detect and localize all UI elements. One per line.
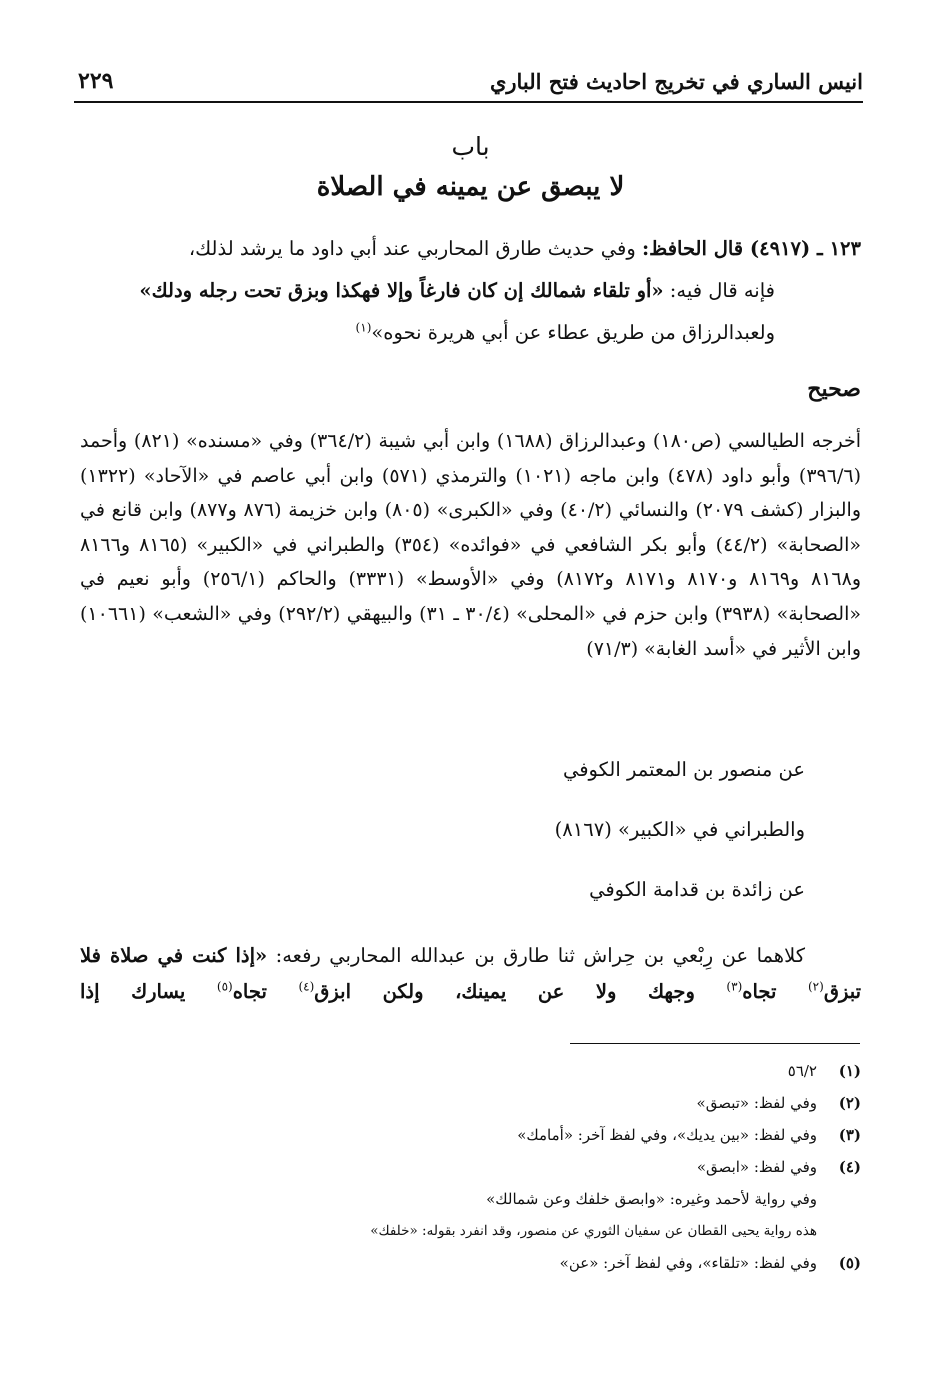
footnote <box>80 1055 861 1087</box>
footnote-ref-4[interactable]: (٤) <box>298 979 315 994</box>
chain-line: والطبراني في «الكبير» (٨١٦٧) <box>554 818 805 841</box>
chain-line: عن منصور بن المعتمر الكوفي <box>562 758 805 781</box>
footnote-continuation: هذه رواية يحيى القطان عن سفيان الثوري عن منصور، وقد انفرد بقوله: «خلفك» <box>370 1223 817 1239</box>
footnote-text: وفي لفظ: «تبصق» <box>696 1094 817 1112</box>
chapter-label: باب <box>451 132 490 161</box>
footnote-text: ٥٦/٢ <box>787 1062 817 1080</box>
footnote-number: (٤) <box>838 1158 861 1176</box>
hadith-line2-intro: فإنه قال فيه: <box>663 279 775 302</box>
hadith-text <box>80 228 861 354</box>
footnote-text: وفي لفظ: «بين يديك»، وفي لفظ آخر: «أمامك» <box>517 1126 817 1144</box>
page-header <box>78 64 863 94</box>
chapter-title: لا يبصق عن يمينه في الصلاة <box>316 172 625 202</box>
final-quote-a: «إذا كنت في صلاة فلا تبزق <box>80 944 862 1003</box>
footnote <box>80 1087 861 1119</box>
footnote-number: (٢) <box>838 1094 861 1112</box>
footnote-number: (٣) <box>838 1126 861 1144</box>
footnote-number: (١) <box>838 1062 861 1080</box>
footnote-text: وفي لفظ: «تلقاء»، وفي لفظ آخر: «عن» <box>559 1254 817 1272</box>
footnote-text: وفي لفظ: «ابصق» <box>696 1158 817 1176</box>
footnote <box>80 1119 861 1151</box>
running-title: انيس الساري في تخريج احاديث فتح الباري <box>489 69 863 94</box>
hadith-line3-text: ولعبدالرزاق من طريق عطاء عن أبي هريرة نحوه» <box>371 321 775 344</box>
grade-heading: صحيح <box>807 376 861 402</box>
final-paragraph <box>80 938 861 1010</box>
footnote-ref-3[interactable]: (٣) <box>726 979 743 994</box>
final-quote-d: تجاه <box>232 980 299 1003</box>
footnote-continuation: وفي رواية لأحمد وغيره: «وابصق خلفك وعن شمالك» <box>486 1190 817 1208</box>
footnote-number: (٥) <box>838 1254 861 1272</box>
final-quote-e: يسارك إذا <box>80 980 217 1003</box>
takhrij-paragraph: أخرجه الطيالسي (ص١٨٠) وعبدالرزاق (١٦٨٨) وابن أبي شيبة (٣٦٤/٢) وفي «مسنده» (٨٢١) وأحمد (٣٩٦/٦) وأبو داود (٤٧٨) وابن ماجه (١٠٢١) والترمذي (٥٧١) وابن أبي عاصم في «الآحاد» (١٣٢٢) والبزار (كشف ٢٠٧٩) والنسائي (٤٠/٢) وفي «الكبرى» (٨٠٥) وابن خزيمة (٨٧٦ و٨٧٧) وابن قانع في «الصحابة» (٤٤/٢) وأبو بكر الشافعي في «فوائده» (٣٥٤) والطبراني في «الكبير» (٨١٦٥ و٨١٦٦ و٨١٦٨ و٨١٦٩ و٨١٧٠ و٨١٧١ و٨١٧٢) وفي «الأوسط» (٣٣٣١) والحاكم (٢٥٦/١) وأبو نعيم في «الصحابة» (٣٩٣٨) وابن حزم في «المحلى» (٣٠/٤ ـ ٣١) والبيهقي (٢٩٢/٢) وفي «الشعب» (١٠٦٦١) وابن الأثير في «أسد الغابة» (٧١/٣) <box>80 430 862 660</box>
final-lead: كلاهما عن رِبْعي بن حِراش ثنا طارق بن عبدالله المحاربي رفعه: <box>267 944 805 967</box>
final-quote-b: تجاه <box>742 980 808 1003</box>
hadith-number: ١٢٣ ـ (٤٩١٧) قال الحافظ: <box>641 237 861 260</box>
hadith-line-1 <box>80 228 861 270</box>
page-number: ٢٢٩ <box>78 68 114 94</box>
header-rule <box>74 101 863 103</box>
final-quote-c: وجهك ولا عن يمينك، ولكن ابزق <box>314 980 727 1003</box>
hadith-quote: «أو تلقاء شمالك إن كان فارغاً وإلا فهكذا وبزق تحت رجله ودلك» <box>139 279 664 302</box>
footnotes <box>80 1055 861 1279</box>
footnote <box>80 1247 861 1279</box>
chain-line: عن زائدة بن قدامة الكوفي <box>589 878 805 901</box>
hadith-line-2 <box>80 270 861 312</box>
footnote-ref-1[interactable]: (١) <box>355 320 372 335</box>
footnote-ref-2[interactable]: (٢) <box>807 979 824 994</box>
footnote-rule <box>570 1043 860 1044</box>
footnote <box>80 1151 861 1183</box>
hadith-line1-text: وفي حديث طارق المحاربي عند أبي داود ما يرشد لذلك، <box>188 237 642 260</box>
hadith-line-3 <box>80 312 861 354</box>
footnote-ref-5[interactable]: (٥) <box>216 979 233 994</box>
